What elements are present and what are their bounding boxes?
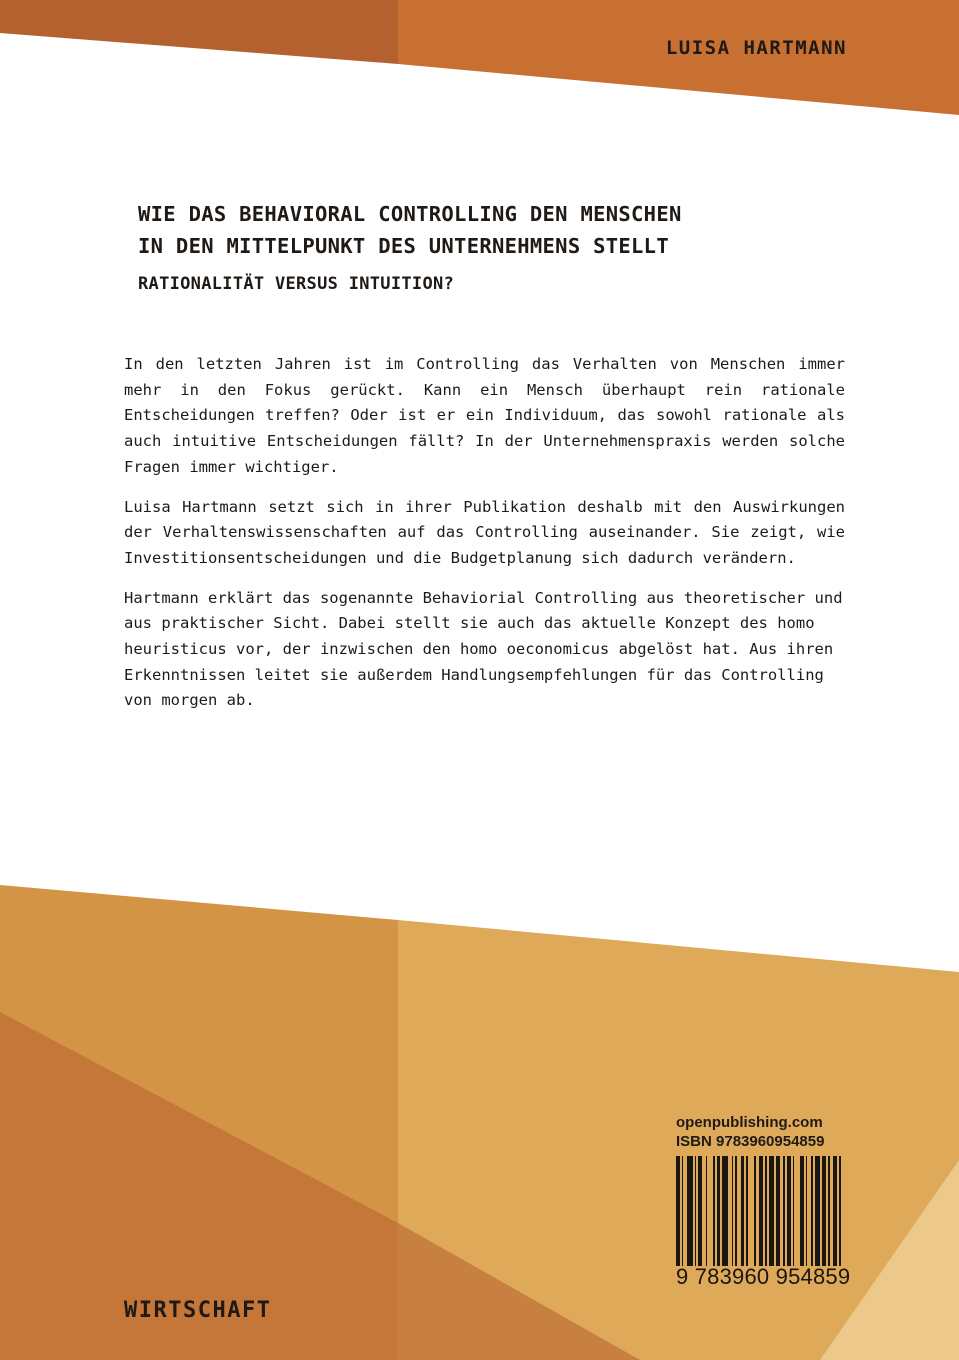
publisher-info — [676, 1113, 824, 1151]
barcode-number: 9 783960 954859 — [676, 1264, 851, 1289]
category-label: WIRTSCHAFT — [124, 1298, 272, 1323]
barcode-bar — [676, 1156, 680, 1266]
barcode-bar — [787, 1156, 791, 1266]
barcode-bar — [769, 1156, 775, 1266]
barcode-bar — [776, 1156, 780, 1266]
barcode-bar — [783, 1156, 785, 1266]
book-title — [138, 198, 838, 262]
isbn-label: ISBN 9783960954859 — [676, 1133, 825, 1150]
barcode-bar — [717, 1156, 721, 1266]
barcode-bar — [706, 1156, 708, 1266]
title-line-2: IN DEN MITTELPUNKT DES UNTERNEHMENS STELLT — [138, 234, 669, 258]
barcode-bar — [800, 1156, 804, 1266]
top-band-dark — [0, 0, 398, 64]
barcode-bar — [722, 1156, 728, 1266]
barcode-bar — [839, 1156, 841, 1266]
barcode-bar — [833, 1156, 837, 1266]
barcode-bar — [713, 1156, 715, 1266]
barcode-bar — [741, 1156, 745, 1266]
barcode — [676, 1156, 894, 1288]
barcode-bar — [759, 1156, 763, 1266]
barcode-bar — [815, 1156, 821, 1266]
barcode-bar — [828, 1156, 830, 1266]
barcode-bar — [735, 1156, 737, 1266]
barcode-bar — [698, 1156, 702, 1266]
barcode-bar — [811, 1156, 813, 1266]
author-name: LUISA HARTMANN — [665, 37, 847, 59]
blurb — [124, 352, 845, 728]
barcode-bars — [676, 1156, 894, 1266]
barcode-bar — [732, 1156, 734, 1266]
blurb-paragraph-1: In den letzten Jahren ist im Controlling das Verhalten von Menschen immer mehr in den Fokus gerückt. Kann ein Mensch überhaupt rein rationale Entscheidungen treffen? Oder ist er ein Individuum, das sowohl rationale als auch intuitive Entscheidungen fällt? In der Unternehmenspraxis werden solche Fragen immer wichtiger. — [124, 355, 845, 476]
publisher-url: openpublishing.com — [676, 1114, 823, 1131]
blurb-paragraph-2: Luisa Hartmann setzt sich in ihrer Publikation deshalb mit den Auswirkungen der Verhaltenswissenschaften auf das Controlling auseinander. Sie zeigt, wie Investitionsentscheidungen und die Budgetplanung sich dadurch verändern. — [124, 497, 845, 567]
barcode-bar — [822, 1156, 826, 1266]
barcode-bar — [746, 1156, 748, 1266]
title-line-1: WIE DAS BEHAVIORAL CONTROLLING DEN MENSCHEN — [138, 202, 682, 226]
barcode-bar — [754, 1156, 756, 1266]
barcode-bar — [793, 1156, 795, 1266]
blurb-paragraph-3: Hartmann erklärt das sogenannte Behaviorial Controlling aus theoretischer und aus praktischer Sicht. Dabei stellt sie auch das aktuelle Konzept des homo heuristicus vor, der inzwischen den homo oeconomicus abgelöst hat. Aus ihren Erkenntnissen leitet sie außerdem Handlungsempfehlungen für das Controlling von morgen ab. — [124, 588, 843, 710]
barcode-bar — [695, 1156, 697, 1266]
barcode-bar — [682, 1156, 684, 1266]
barcode-bar — [687, 1156, 693, 1266]
book-subtitle: RATIONALITÄT VERSUS INTUITION? — [138, 274, 455, 294]
barcode-bar — [806, 1156, 808, 1266]
barcode-bar — [765, 1156, 767, 1266]
